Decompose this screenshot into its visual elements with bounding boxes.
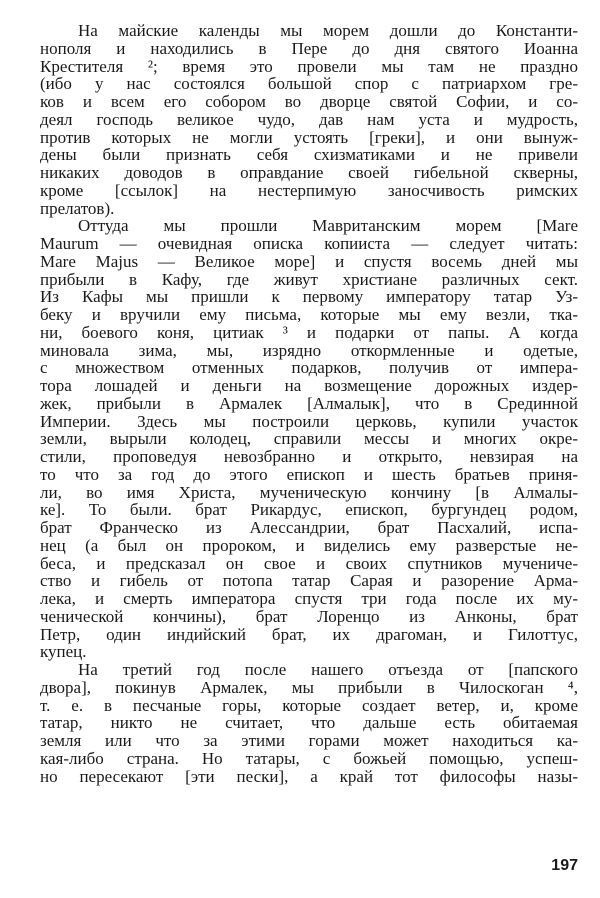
text-line: Из Кафы мы пришли к первому императору татар Уз- <box>40 287 578 307</box>
text-line: земля или что за этими горами может находиться ка- <box>40 731 578 750</box>
body-text <box>40 22 578 785</box>
paragraph <box>40 22 578 217</box>
text-line: т. е. в песчаные горы, которые создает ветер, и, кроме <box>40 695 578 715</box>
text-line: дены были признать себя схизматиками и не привели <box>40 145 578 165</box>
text-line: но пересекают [эти пески], а край тот философы назы- <box>40 766 578 786</box>
text-line: На майские календы мы морем дошли до Константи- <box>78 21 578 40</box>
text-line: против которых не могли устоять [греки], и они вынуж- <box>40 127 578 147</box>
text-line: двора], покинув Армалек, мы прибыли в Чилоскоган ⁴, <box>40 677 578 697</box>
text-line: Петр, один индийский брат, их драгоман, и Гилоттус, <box>40 624 578 644</box>
text-line: никаких доводов в оправдание своей гибельной скверны, <box>40 163 578 182</box>
text-line: земли, вырыли колодец, справили мессы и многих окре- <box>40 429 578 449</box>
text-line: стили, проповедуя невозбранно и открыто, невзирая на <box>40 447 578 466</box>
text-line: татар, никто не считает, что дальше есть обитаемая <box>40 713 578 733</box>
text-line: миновала зима, мы, изрядно откормленные и одетые, <box>40 340 578 360</box>
text-line: ков и всем его собором во дворце святой Софии, и со- <box>40 92 578 111</box>
page-number: 197 <box>551 857 578 874</box>
paragraph <box>40 661 578 785</box>
text-line: с множеством отменных подарков, получив от импера- <box>40 358 578 378</box>
text-line: Maurum — очевидная описка копииста — следует читать: <box>40 234 578 253</box>
paragraph <box>40 217 578 661</box>
text-line: Mare Majus — Великое море] и спустя восемь дней мы <box>40 251 578 271</box>
text-line: прелатов). <box>40 198 115 218</box>
text-line: тора лошадей и деньги на возмещение дорожных издер- <box>40 376 578 395</box>
text-line: то что за год до этого епископ и шесть братьев приня- <box>40 464 578 484</box>
text-line: жек, прибыли в Армалек [Алмалык], что в Срединной <box>40 393 578 413</box>
text-line: На третий год после нашего отъезда от [папского <box>78 660 578 679</box>
text-line: беса, и предсказал он свое и своих спутников мучениче- <box>40 553 578 573</box>
text-line: кая-либо страна. Но татары, с божьей помощью, успеш- <box>40 748 578 768</box>
text-line: (ибо у нас состоялся большой спор с патриархом гре- <box>40 74 578 94</box>
text-line: лека, и смерть императора спустя три года после их му- <box>40 589 578 608</box>
text-line: Крестителя ²; время это провели мы там не праздно <box>40 56 578 76</box>
text-line: ли, во имя Христа, мученическую кончину [в Алмалы- <box>40 482 578 502</box>
text-line: беку и вручили ему письма, которые мы ему везли, тка- <box>40 305 578 324</box>
text-line: нец (а был он пророком, и виделись ему разверстые не- <box>40 535 578 555</box>
text-line: ке]. То были. брат Рикардус, епископ, бургундец родом, <box>40 500 578 520</box>
text-line: купец. <box>40 642 87 662</box>
text-line: прибыли в Кафу, где живут христиане различных сект. <box>40 269 578 289</box>
text-line: деял господь великое чудо, дав нам уста и мудрость, <box>40 109 578 129</box>
text-line: кроме [ссылок] на нестерпимую заносчивость римских <box>40 180 578 200</box>
text-line: ни, боевого коня, цитиак ³ и подарки от папы. А когда <box>40 322 578 342</box>
text-line: ство и гибель от потопа татар Сарая и разорение Арма- <box>40 571 578 591</box>
text-line: нополя и находились в Пере до дня святого Иоанна <box>40 38 578 58</box>
text-line: ченической кончины), брат Лоренцо из Анконы, брат <box>40 606 578 626</box>
text-line: Империи. Здесь мы построили церковь, купили участок <box>40 411 578 431</box>
text-line: Оттуда мы прошли Мавританским морем [Mare <box>78 216 578 236</box>
text-line: брат Франческо из Алессандрии, брат Пасхалий, испа- <box>40 518 578 537</box>
